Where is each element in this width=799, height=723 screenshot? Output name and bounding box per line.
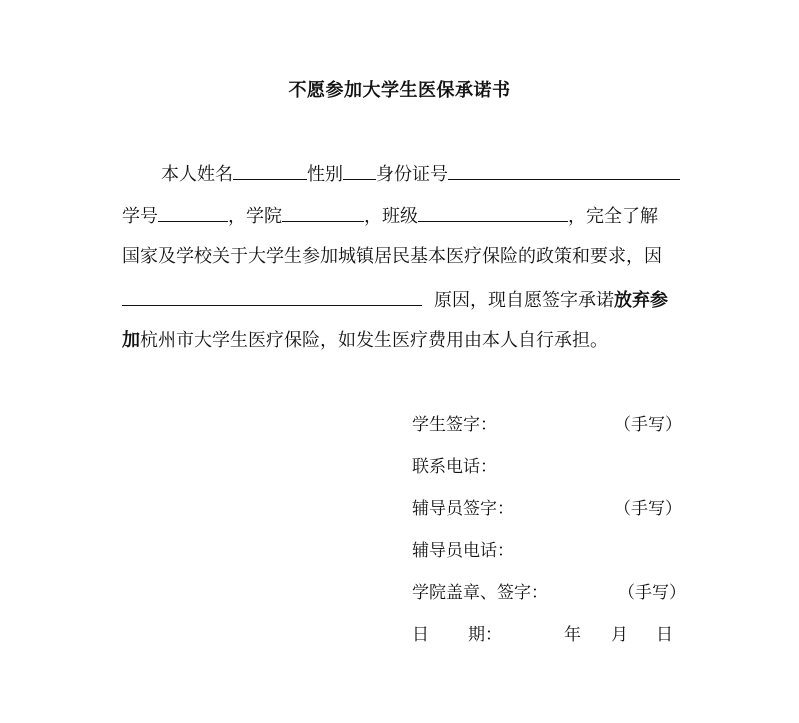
year-label: 年 [564, 625, 581, 645]
date-label-char-1: 日 [412, 625, 429, 645]
reason-text: 原因，现自愿签字承诺 [434, 290, 614, 311]
waive-text-bold: 放弃参 [614, 290, 668, 311]
student-handwrite-note: （手写） [614, 415, 682, 435]
day-label: 日 [656, 625, 673, 645]
body-line-4 [122, 287, 668, 313]
college-handwrite-note: （手写） [618, 583, 686, 603]
line2-tail: ，完全了解 [568, 206, 658, 227]
reason-blank [122, 287, 422, 306]
document-title: 不愿参加大学生医保承诺书 [288, 80, 511, 101]
line5-rest: 杭州市大学生医疗保险，如发生医疗费用由本人自行承担。 [140, 330, 608, 351]
waive-text-bold-2: 加 [122, 330, 140, 351]
gender-label: 性别 [307, 164, 343, 185]
body-line-5 [122, 329, 608, 353]
student-no-label: 学号 [122, 206, 158, 227]
college-blank [282, 203, 364, 222]
id-blank [448, 161, 680, 180]
date-label-char-2: 期： [468, 625, 502, 645]
student-no-blank [158, 203, 228, 222]
name-blank [233, 161, 307, 180]
name-label: 本人姓名 [161, 164, 233, 185]
class-label: ，班级 [364, 206, 418, 227]
class-blank [418, 203, 568, 222]
contact-phone-label: 联系电话： [412, 457, 497, 477]
college-seal-label: 学院盖章、签字： [412, 583, 548, 603]
counselor-sign-label: 辅导员签字： [412, 499, 514, 519]
month-label: 月 [611, 625, 628, 645]
gender-blank [343, 161, 376, 180]
body-line-2 [122, 203, 658, 229]
student-sign-label: 学生签字： [412, 415, 497, 435]
id-label: 身份证号 [376, 164, 448, 185]
college-label: ，学院 [228, 206, 282, 227]
counselor-phone-label: 辅导员电话： [412, 541, 514, 561]
body-line-1 [161, 161, 680, 187]
counselor-handwrite-note: （手写） [614, 499, 682, 519]
body-line-3: 国家及学校关于大学生参加城镇居民基本医疗保险的政策和要求，因 [122, 246, 662, 267]
